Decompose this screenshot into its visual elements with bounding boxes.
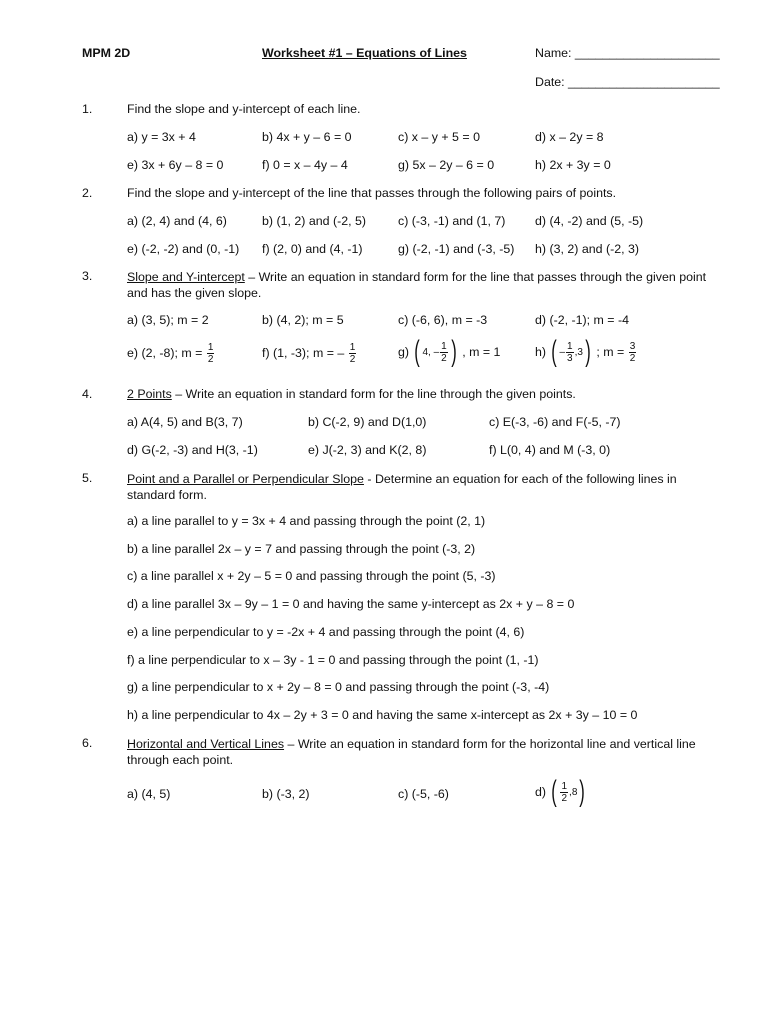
section-heading: Point and a Parallel or Perpendicular Slope [127,472,364,486]
question-number: 1. [82,102,93,116]
list-item [127,342,215,365]
fraction [560,781,568,804]
list-item: e) (-2, -2) and (0, -1) [127,242,240,256]
list-item [262,342,357,365]
section-heading: Slope and Y-intercept [127,270,245,284]
list-item: d) (-2, -1); m = -4 [535,313,629,327]
list-item: a) (2, 4) and (4, 6) [127,214,227,228]
list-item [398,335,501,368]
item-text: ; m = [596,345,625,359]
list-item: e) a line perpendicular to y = -2x + 4 and passing through the point (4, 6) [127,625,525,639]
list-item: b) (1, 2) and (-2, 5) [262,214,366,228]
prompt-text: – Write an equation in standard form for the line through the given points. [171,387,576,401]
item-text: e) (2, -8); m = [127,345,203,360]
question-prompt [127,387,576,401]
list-item: h) 2x + 3y = 0 [535,158,611,172]
denominator: 3 [567,352,573,364]
denominator: 2 [561,792,568,804]
list-item: a) (4, 5) [127,787,171,801]
list-item [535,775,587,808]
right-paren: ) [585,335,591,368]
item-text: , m = 1 [462,345,501,359]
list-item: a) (3, 5); m = 2 [127,313,209,327]
list-item: c) x – y + 5 = 0 [398,130,480,144]
right-paren: ) [450,335,457,368]
list-item [535,335,637,368]
date-field-label: Date: ______________________ [535,75,720,89]
course-code: MPM 2D [82,46,131,60]
list-item: g) a line perpendicular to x + 2y – 8 = 0 and passing through the point (-3, -4) [127,680,550,694]
numerator: 1 [441,340,447,352]
denominator: 2 [349,354,356,365]
list-item: h) (3, 2) and (-2, 3) [535,242,639,256]
right-paren: ) [579,775,586,808]
list-item: c) E(-3, -6) and F(-5, -7) [489,415,621,429]
list-item: a) a line parallel to y = 3x + 4 and passing through the point (2, 1) [127,514,486,528]
list-item: d) G(-2, -3) and H(3, -1) [127,443,258,457]
question-number: 6. [82,736,93,750]
list-item: d) x – 2y = 8 [535,130,604,144]
list-item: b) (4, 2); m = 5 [262,313,344,327]
question-prompt [127,269,727,301]
section-heading: Horizontal and Vertical Lines [127,737,285,751]
numerator: 1 [349,342,356,353]
numerator: 1 [567,340,573,352]
left-paren: ( [414,335,421,368]
item-text: f) (1, -3); m = – [262,345,345,360]
prompt-text: – Write an equation in standard form for the horizontal line and vertical line through each point. [127,737,696,767]
fraction [207,342,215,365]
list-item: c) (-3, -1) and (1, 7) [398,214,506,228]
list-item: f) a line perpendicular to x – 3y - 1 = 0 and passing through the point (1, -1) [127,653,539,667]
name-field-label: Name: _____________________ [535,46,720,60]
prompt-text: - Determine an equation for each of the following lines in standard form. [127,472,677,502]
denominator: 2 [207,354,214,365]
question-prompt: Find the slope and y-intercept of each line. [127,102,361,116]
list-item: d) a line parallel 3x – 9y – 1 = 0 and having the same y-intercept as 2x + y – 8 = 0 [127,597,575,611]
numerator: 3 [629,340,636,352]
list-item: h) a line perpendicular to 4x – 2y + 3 = 0 and having the same x-intercept as 2x + 3y – 10 = 0 [127,708,638,722]
left-paren: ( [551,335,558,368]
list-item: b) (-3, 2) [262,787,310,801]
section-heading: 2 Points [127,387,172,401]
list-item: b) 4x + y – 6 = 0 [262,130,352,144]
list-item: c) (-5, -6) [398,787,449,801]
list-item: c) (-6, 6), m = -3 [398,313,488,327]
list-item: g) 5x – 2y – 6 = 0 [398,158,495,172]
question-number: 5. [82,471,93,485]
list-item: b) a line parallel 2x – y = 7 and passing through the point (-3, 2) [127,542,476,556]
list-item: f) 0 = x – 4y – 4 [262,158,348,172]
list-item: e) 3x + 6y – 8 = 0 [127,158,224,172]
list-item: d) (4, -2) and (5, -5) [535,214,644,228]
point-text: ,3 [574,346,583,358]
prompt-text: – Write an equation in standard form for the line that passes through the given point and has the given slope. [127,270,707,300]
denominator: 2 [441,352,447,364]
worksheet-title: Worksheet #1 – Equations of Lines [262,46,467,60]
question-prompt: Find the slope and y-intercept of the line that passes through the following pairs of points. [127,186,617,200]
fraction [566,341,574,364]
item-text: d) [535,785,547,799]
fraction [629,341,637,364]
list-item: b) C(-2, 9) and D(1,0) [308,415,427,429]
list-item: f) (2, 0) and (4, -1) [262,242,363,256]
question-prompt [127,471,727,503]
question-number: 2. [82,186,93,200]
list-item: e) J(-2, 3) and K(2, 8) [308,443,427,457]
numerator: 1 [207,342,214,353]
fraction [349,342,357,365]
question-number: 3. [82,269,93,283]
numerator: 1 [561,780,568,792]
question-number: 4. [82,387,93,401]
list-item: g) (-2, -1) and (-3, -5) [398,242,515,256]
denominator: 2 [629,352,636,364]
list-item: a) A(4, 5) and B(3, 7) [127,415,243,429]
list-item: c) a line parallel x + 2y – 5 = 0 and passing through the point (5, -3) [127,569,496,583]
point-text: 4, – [422,346,440,358]
item-text: g) [398,345,410,359]
point-text: ,8 [569,786,578,798]
point-text: – [559,346,566,358]
item-text: h) [535,345,547,359]
list-item: a) y = 3x + 4 [127,130,196,144]
question-prompt [127,736,727,768]
list-item: f) L(0, 4) and M (-3, 0) [489,443,611,457]
fraction [440,341,448,364]
left-paren: ( [551,775,558,808]
